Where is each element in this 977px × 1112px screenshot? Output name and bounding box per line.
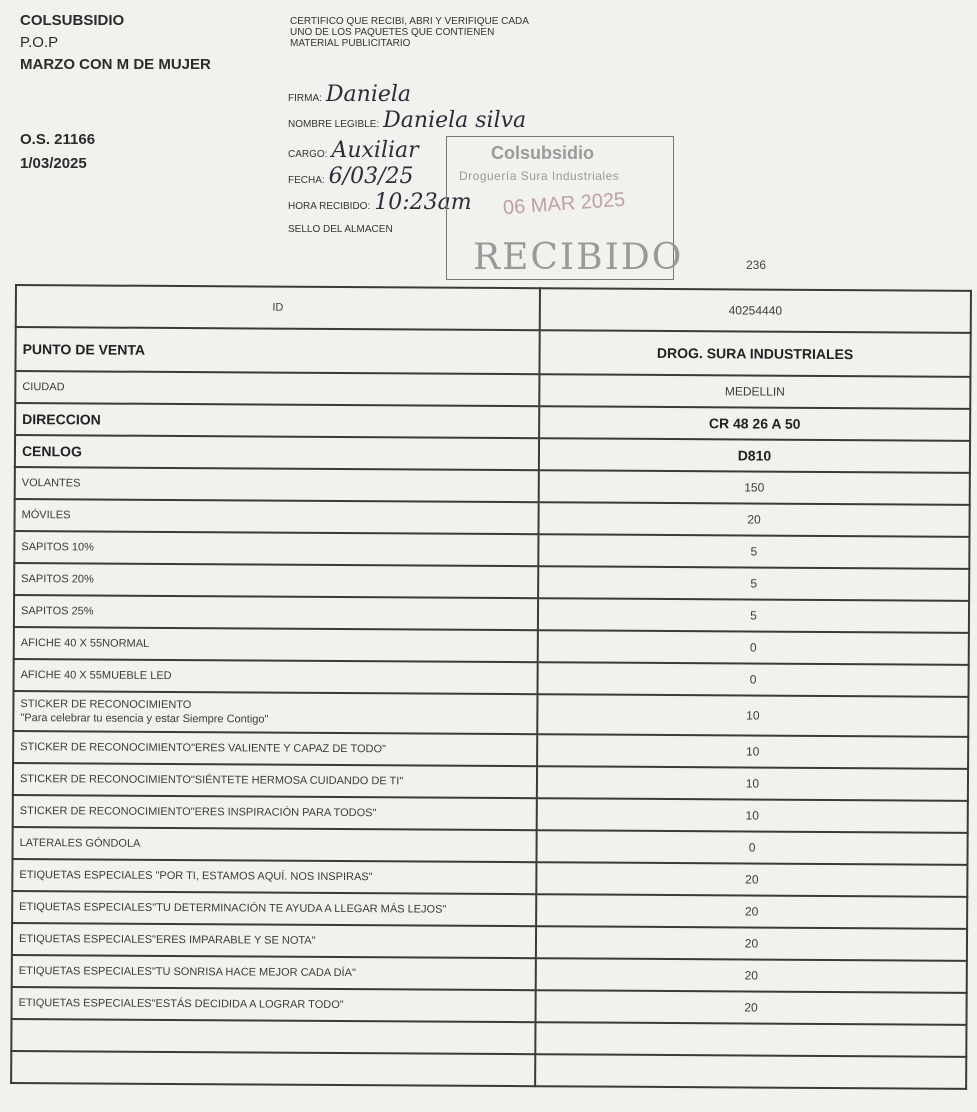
stamp-status: RECIBIDO [473, 237, 684, 278]
firma-signature: Daniela [325, 82, 412, 107]
row-value: 20 [536, 990, 967, 1025]
row-value: 10 [537, 766, 968, 801]
row-value: 20 [538, 502, 969, 537]
certificate-text: CERTIFICO QUE RECIBI, ABRI Y VERIFIQUE CADA UNO DE LOS PAQUETES QUE CONTIENEN MATERIAL PUBLICITARIO [290, 16, 529, 49]
row-label: ETIQUETAS ESPECIALES"ESTÁS DECIDIDA A LOGRAR TODO" [12, 987, 536, 1022]
firma-field [288, 82, 411, 107]
nombre-value: Daniela silva [383, 108, 527, 133]
order-date: 1/03/2025 [20, 155, 87, 172]
row-label: SAPITOS 20% [14, 563, 538, 598]
row-label: CENLOG [15, 435, 539, 470]
materials-table [10, 284, 972, 1090]
row-value: 0 [538, 662, 969, 697]
row-label: DIRECCION [15, 403, 539, 438]
row-label: SAPITOS 10% [14, 531, 538, 566]
row-value: 0 [536, 830, 967, 865]
row-label: STICKER DE RECONOCIMIENTO [20, 698, 192, 712]
row-value: 20 [536, 862, 967, 897]
row-value: 5 [538, 598, 969, 633]
nombre-field [288, 108, 526, 133]
row-value: 10 [537, 694, 968, 737]
row-value: 20 [536, 926, 967, 961]
company-name: COLSUBSIDIO [20, 12, 125, 29]
row-label: LATERALES GÓNDOLA [12, 827, 536, 862]
id-value-cell: 40254440 [540, 288, 971, 333]
row-value: D810 [539, 438, 970, 473]
row-label: SAPITOS 25% [14, 595, 538, 630]
header-block [20, 10, 211, 76]
pop-label: P.O.P [20, 34, 59, 51]
empty-cell [535, 1054, 966, 1089]
fecha-value: 6/03/25 [328, 164, 414, 189]
row-label: MÓVILES [14, 499, 538, 534]
table-row-empty [11, 1051, 966, 1089]
fecha-label: FECHA: [288, 175, 325, 186]
row-label: STICKER DE RECONOCIMIENTO"ERES VALIENTE Y CAPAZ DE TODO" [13, 731, 537, 766]
nombre-label: NOMBRE LEGIBLE: [288, 119, 380, 130]
fecha-field [288, 164, 413, 189]
row-value: DROG. SURA INDUSTRIALES [539, 330, 970, 377]
page-number: 236 [746, 258, 767, 272]
row-value: 20 [536, 894, 967, 929]
empty-cell [11, 1051, 535, 1086]
row-value: 10 [537, 798, 968, 833]
row-value: 0 [538, 630, 969, 665]
row-label: CIUDAD [15, 371, 539, 406]
stamp-brand: Colsubsidio [491, 143, 594, 163]
row-value: 150 [539, 470, 970, 505]
row-label: ETIQUETAS ESPECIALES"TU DETERMINACIÓN TE AYUDA A LLEGAR MÁS LEJOS" [12, 891, 536, 926]
row-label: AFICHE 40 X 55MUEBLE LED [14, 659, 538, 694]
table-row [15, 327, 970, 377]
row-label: STICKER DE RECONOCIMIENTO"SIÉNTETE HERMOSA CUIDANDO DE TI" [13, 763, 537, 798]
table-row [13, 691, 968, 737]
row-value: CR 48 26 A 50 [539, 406, 970, 441]
cargo-label: CARGO: [288, 149, 328, 160]
row-value: MEDELLIN [539, 374, 970, 409]
empty-cell [535, 1022, 966, 1057]
order-block [20, 128, 95, 176]
row-label: ETIQUETAS ESPECIALES"ERES IMPARABLE Y SE NOTA" [12, 923, 536, 958]
hora-value: 10:23am [374, 190, 472, 215]
stamp-date: 06 MAR 2025 [502, 188, 626, 220]
hora-label: HORA RECIBIDO: [288, 201, 371, 212]
stamp-store: Droguería Sura Industriales [459, 169, 620, 183]
row-label-quote: "Para celebrar tu esencia y estar Siempre Contigo" [20, 712, 269, 726]
row-value: 5 [538, 534, 969, 569]
row-label: AFICHE 40 X 55NORMAL [14, 627, 538, 662]
received-stamp [446, 136, 684, 280]
empty-cell [11, 1019, 535, 1054]
row-label: ETIQUETAS ESPECIALES "POR TI, ESTAMOS AQUÍ. NOS INSPIRAS" [12, 859, 536, 894]
row-label: VOLANTES [15, 467, 539, 502]
firma-label: FIRMA: [288, 93, 322, 104]
cargo-field [288, 138, 419, 163]
row-value: 20 [536, 958, 967, 993]
row-label: ETIQUETAS ESPECIALES"TU SONRISA HACE MEJOR CADA DÍA" [12, 955, 536, 990]
table-row [16, 285, 971, 333]
campaign-name: MARZO CON M DE MUJER [20, 56, 211, 73]
sello-label: SELLO DEL ALMACEN [288, 224, 393, 235]
cargo-value: Auxiliar [331, 138, 419, 163]
row-label: STICKER DE RECONOCIMIENTO"ERES INSPIRACIÓN PARA TODOS" [13, 795, 537, 830]
hora-field [288, 190, 472, 215]
row-value: 10 [537, 734, 968, 769]
row-label-multiline [13, 691, 537, 734]
order-number: O.S. 21166 [20, 131, 96, 148]
id-label-cell: ID [16, 285, 540, 330]
row-value: 5 [538, 566, 969, 601]
row-label: PUNTO DE VENTA [15, 327, 539, 374]
